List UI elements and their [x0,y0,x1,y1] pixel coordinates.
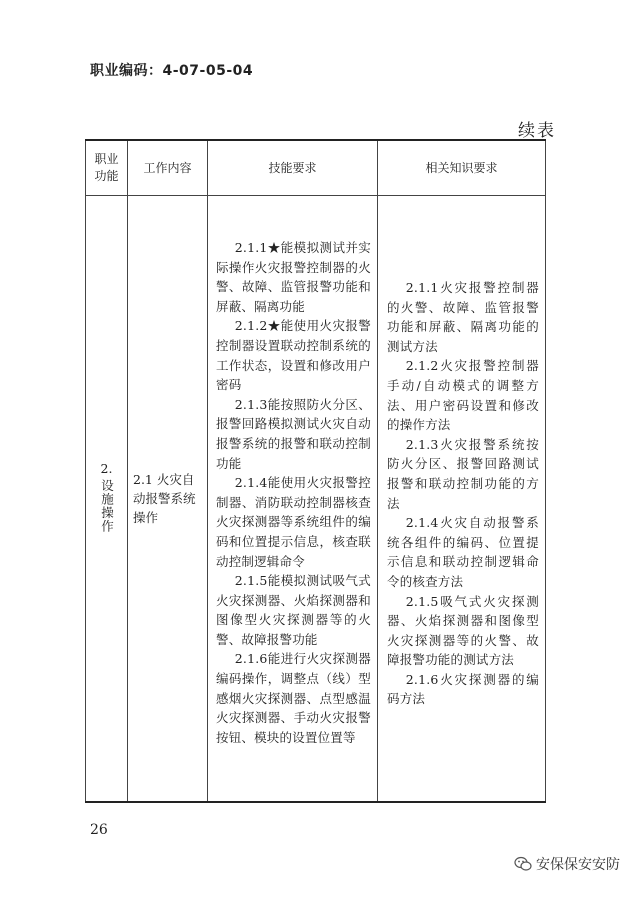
knowledge-item: 2.1.4火灾自动报警系统各组件的编码、位置提示信息和联动控制逻辑命令的核查方法 [387,515,539,589]
knowledge-item: 2.1.3火灾报警系统按防火分区、报警回路测试报警和联动控制功能的方法 [387,436,539,511]
continued-label: 续表 [518,121,556,141]
skill-item: 2.1.4能使用火灾报警控制器、消防联动控制器核查火灾探测器等系统组件的编码和位置提示信息，核查联动控制逻辑命令 [216,475,371,569]
skill-item: 2.1.2★能使用火灾报警控制器设置联动控制系统的工作状态，设置和修改用户密码 [216,318,371,393]
knowledge-item: 2.1.1火灾报警控制器的火警、故障、监管报警功能和屏蔽、隔离功能的测试方法 [387,280,539,354]
skill-item: 2.1.1★能模拟测试并实际操作火灾报警控制器的火警、故障、监管报警功能和屏蔽、隔离功能 [216,240,371,314]
knowledge-item: 2.1.2火灾报警控制器手动/自动模式的调整方法、用户密码设置和修改的操作方法 [387,358,539,433]
header-knowledge: 相关知识要求 [378,140,546,196]
function-label: 设施操作 [99,478,115,533]
knowledge-item: 2.1.5吸气式火灾探测器、火焰探测器和图像型火灾探测器等的火警、故障报警功能的测试方法 [387,593,539,668]
watermark-text: 安保保安安防 [536,857,620,873]
header-work-content: 工作内容 [128,140,208,196]
header-skills: 技能要求 [208,140,378,196]
function-cell [86,196,128,803]
wechat-icon [514,856,532,872]
knowledge-item: 2.1.6火灾探测器的编码方法 [387,671,539,707]
watermark [514,854,620,874]
occupation-code: 职业编码：4-07-05-04 [90,63,254,79]
knowledge-cell [378,196,546,803]
skills-table [85,139,546,803]
skill-item: 2.1.3能按照防火分区、报警回路模拟测试火灾自动报警系统的报警和联动控制功能 [216,396,371,471]
skill-item: 2.1.6能进行火灾探测器编码操作，调整点（线）型感烟火灾探测器、点型感温火灾探测器、手动火灾报警按钮、模块的设置位置等 [216,651,371,745]
table-header-row [86,140,546,196]
skills-cell [208,196,378,803]
header-function: 职业 功能 [86,140,128,196]
table-row [86,196,546,803]
page-number: 26 [90,822,108,838]
work-content-text: 2.1 火灾自动报警系统操作 [133,472,196,525]
work-content-cell [128,196,208,803]
skill-item: 2.1.5能模拟测试吸气式火灾探测器、火焰探测器和图像型火灾探测器等的火警、故障报警功能 [216,573,371,647]
function-number: 2. [100,460,113,476]
